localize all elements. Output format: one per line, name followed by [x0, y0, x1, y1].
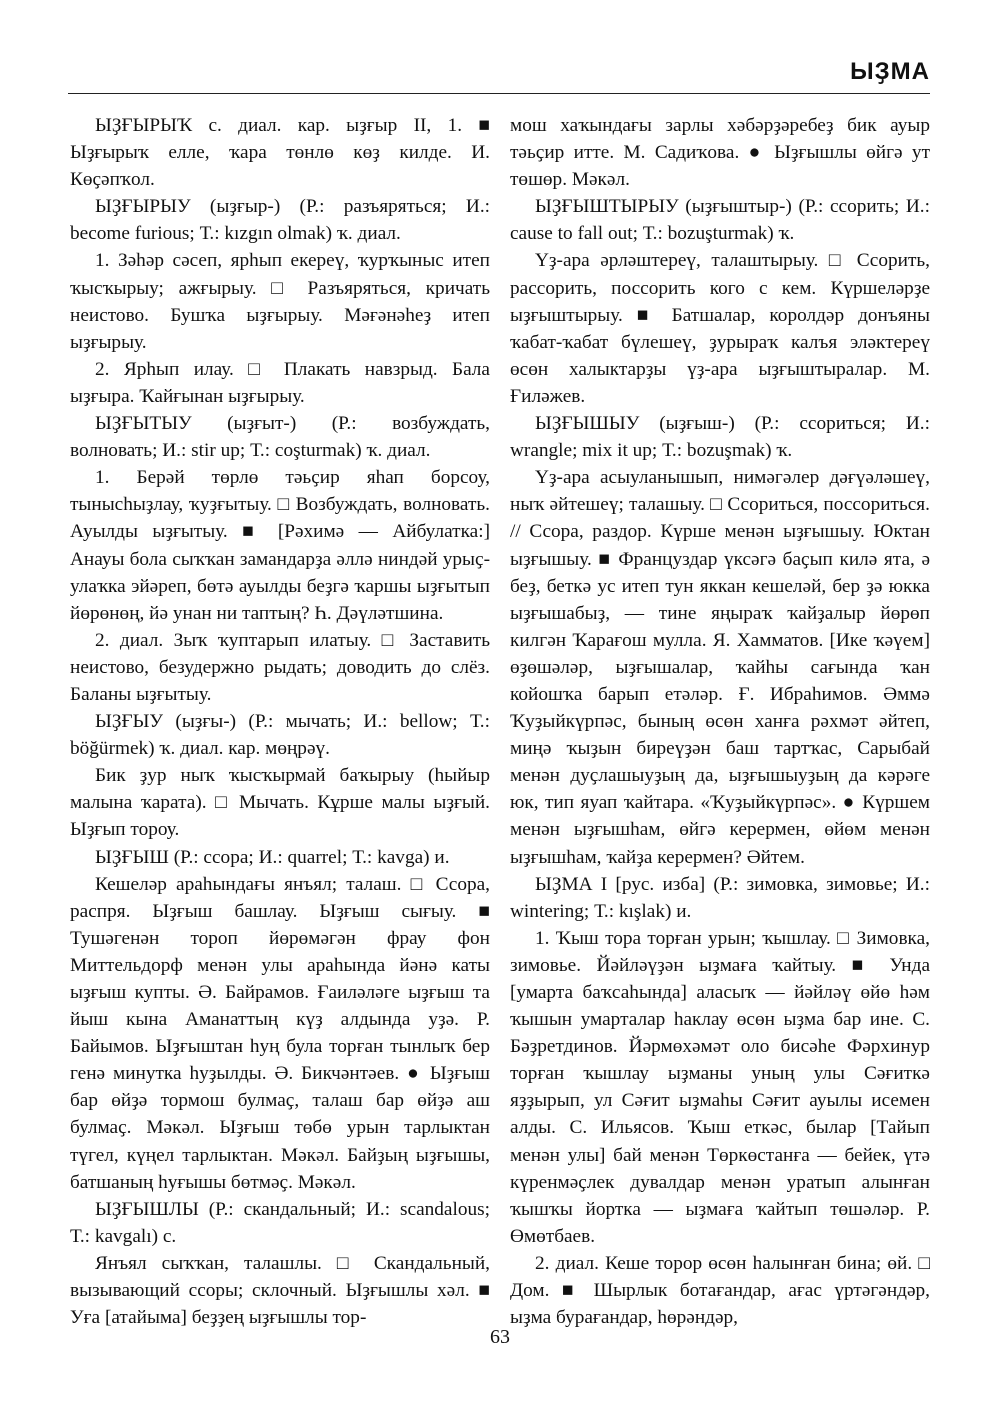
left-column — [70, 112, 490, 1331]
paragraph: ЫҘМА I [рус. изба] (Р.: зимовка, зимовье; И.: wintering; Т.: kışlak) и. — [510, 873, 930, 922]
paragraph: ЫҘҒЫШЫУ (ыҙғыш-) (Р.: ссориться; И.: wrangle; mix it up; Т.: bozuşmak) ҡ. — [510, 413, 930, 462]
paragraph: Үҙ-ара асыуланышып, нимәгәлер дәғүәләшеү, ныҡ әйтешеү; талашыу. □ Ссориться, поссориться. // Ссора, раздор. Күрше менән ыҙғышыу. Юктан ыҙғышыу. ■ Француздар үксәгә баҫып килә ята, ә беҙ, беткә ус итеп тун яккан кешеләй, бер ҙә юкка ыҙғышабыҙ, — тине яңыраҡ ҡайҙалыр йөрөп килгән Ҡарағош мулла. Я. Хамматов. [Ике ҡәүем] өҙөшәләр, ыҙғышалар, ҡайһы сағында ҡан койошҡа барып етәләр. Ғ. Ибраһимов. Әммә Ҡуҙыйкүрпәс, бының өсөн ханға рәхмәт әйтеп, миңә ҡыҙын биреүҙән баш тартҡас, Сарыбай менән дуҫлашыуҙың да, ыҙғышыуҙың да кәрәге юк, тип яуап ҡайтара. «Ҡуҙыйкүрпәс». ● Күршем менән ыҙғышһам, өйгә керермен, өйөм менән ыҙғышһам, ҡайҙа керермен? Әйтем. — [510, 467, 930, 868]
paragraph: Янъял сыҡҡан, талашлы. □ Скандальный, вызывающий ссоры; склочный. Ыҙғышлы хәл. ■ Уға [атайыма] беҙҙең ыҙғышлы тор- — [70, 1252, 490, 1329]
paragraph: Бик ҙур ныҡ ҡысҡырмай баҡырыу (һыйыр малына ҡарата). □ Мычать. Кұрше малы ыҙғый. Ыҙғып тороу. — [70, 765, 490, 841]
paragraph: 2. диал. Зыҡ ҡуптарып илатыу. □ Заставить неистово, безудержно рыдать; доводить до слёз. Баланы ыҙғытыу. — [70, 629, 490, 705]
right-column — [510, 112, 930, 1331]
paragraph: ЫҘҒЫРЫҠ с. диал. кар. ыҙғыр II, 1. ■ Ыҙғырыҡ елле, ҡара төнлө көҙ килде. И. Көҫәпҡол. — [70, 115, 490, 191]
paragraph: 1. Берәй төрлө тәьҫир яһап борсоу, тынысһыҙлау, ҡуҙғытыу. □ Возбуждать, волновать. Ауылды ыҙғытыу. ■ [Рәхимә — Айбулатка:] Анауы бола сыҡҡан замандарҙа әллә ниндәй урыҫ-улаҡка эйәреп, бөтә ауылды беҙгә ҡаршы ыҙғытып йөрөнөң, йә унан ни таптың? Һ. Дәүләтшина. — [70, 467, 490, 624]
paragraph: ЫҘҒЫШ (Р.: ссора; И.: quarrel; Т.: kavga) и. — [95, 846, 450, 868]
header-rule — [68, 93, 930, 94]
paragraph: ЫҘҒЫУ (ыҙғы-) (Р.: мычать; И.: bellow; Т.: böğürmek) ҡ. диал. кар. мөңрәү. — [70, 711, 490, 760]
paragraph: 2. Ярһып илау. □ Плакать навзрыд. Бала ыҙғыра. Ҡайғынан ыҙғырыу. — [70, 358, 490, 407]
running-head: ЫҘМА — [850, 58, 930, 85]
paragraph: ЫҘҒЫШТЫРЫУ (ыҙғыштыр-) (Р.: ссорить; И.: cause to fall out; Т.: bozuşturmak) ҡ. — [510, 196, 930, 245]
paragraph: Кешеләр араһындағы янъял; талаш. □ Ссора, распря. Ыҙғыш башлау. Ыҙғыш сығыу. ■ Тушәгенән тороп йөрөмәгән фрау фон Миттельдорф менән улы араһында йәнә каты ыҙғыш купты. Ә. Байрамов. Ғаиләләге ыҙғыш та йыш кына Аманаттың күҙ алдында уҙә. Р. Байымов. Ыҙғыштан һуң була торған тынлыҡ бер генә минутка һуҙылды. Ә. Бикчәнтәев. ● Ыҙғыш бар өйҙә тормош булмаҫ, талаш бар өйҙә аш булмаҫ. Мәкәл. Ыҙғыш төбө урын тарлыктан түгел, күңел тарлыктан. Мәкәл. Байҙың ыҙғышы, батшаның һуғышы бөтмәҫ. Мәкәл. — [70, 873, 490, 1193]
paragraph: ЫҘҒЫШЛЫ (Р.: скандальный; И.: scandalous; Т.: kavgalı) с. — [70, 1198, 490, 1247]
paragraph: 1. Ҡыш тора торған урын; ҡышлау. □ Зимовка, зимовье. Йәйләүҙән ыҙмаға ҡайтыу. ■ Унда [умарта баҡсаһында] аласыҡ — йәйләү өйө һәм ҡышын умарталар һаклау өсөн ыҙма бар ине. С. Бәҙретдинов. Йәрмөхәмәт оло бисәһе Фәрхинур торған ҡышлау ыҙманы уның улы Сәғиткә яҙҙырып, ул Сәғит ыҙмаһы Сәғит ауылы исемен алды. С. Ильясов. Ҡыш еткәс, былар [Тайып менән улы] бай менән Төркөстанға — бейек, үтә күренмәҫлек дувалдар менән уратып алынған ҡышҡы йортка — ыҙмаға ҡайтып төшәләр. Р. Өмөтбаев. — [510, 927, 930, 1247]
paragraph: ЫҘҒЫРЫУ (ыҙғыр-) (Р.: разъяряться; И.: become furious; Т.: kızgın olmak) ҡ. диал. — [70, 196, 490, 245]
paragraph: 1. Зәһәр сәсеп, ярһып екереү, ҡурҡыныс итеп ҡысҡырыу; ажғырыу. □ Разъяряться, кричать неистово. Бушҡа ыҙғырыу. Мәғәнәһеҙ итеп ыҙғырыу. — [70, 250, 490, 353]
paragraph: ЫҘҒЫТЫУ (ыҙғыт-) (Р.: возбуждать, волновать; И.: stir up; Т.: coşturmak) ҡ. диал. — [70, 413, 490, 462]
paragraph: Үҙ-ара әрләштереү, талаштырыу. □ Ссорить, рассорить, поссорить кого с кем. Күршеләрҙе ыҙғыштырыу. ■ Батшалар, королдәр донъяны ҡабат-ҡабат бүлешеү, ҙурыраҡ калъя эләктереү өсөн халыктарҙы үҙ-ара ыҙғыштыралар. М. Ғиләжев. — [510, 250, 930, 407]
paragraph: 2. диал. Кеше торор өсөн һалынған бина; өй. □ Дом. ■ Шырлык ботағандар, ағас үртәгәндәр, ыҙма бурағандар, һөрәндәр, — [510, 1252, 930, 1329]
page-number: 63 — [490, 1326, 510, 1348]
paragraph: мош хаҡындағы зарлы хәбәрҙәребеҙ бик ауыр тәьҫир итте. М. Садиҡова. ● Ыҙғышлы өйгә ут төшөр. Мәкәл. — [510, 115, 930, 191]
